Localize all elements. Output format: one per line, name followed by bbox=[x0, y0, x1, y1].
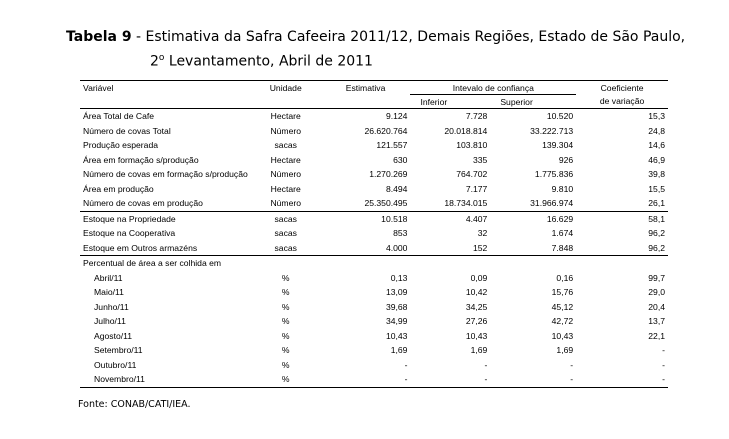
cell-estimativa: 10,43 bbox=[385, 330, 408, 341]
cell-inferior: 4.407 bbox=[410, 211, 490, 226]
cell-coeficiente: - bbox=[576, 372, 668, 387]
table-row bbox=[80, 109, 668, 124]
title-line-1: - Estimativa da Safra Cafeeira 2011/12, Demais Regiões, Estado de São Paulo, bbox=[131, 29, 686, 45]
table-row bbox=[80, 153, 668, 168]
cell-estimativa: 25.350.495 bbox=[364, 198, 408, 209]
cell-estimativa: 10.518 bbox=[321, 211, 411, 226]
cell-unidade: Número bbox=[270, 169, 302, 180]
cell-unidade: % bbox=[281, 287, 290, 298]
cell-unidade: % bbox=[281, 316, 290, 327]
cell-variavel: Número de covas Total bbox=[83, 125, 171, 136]
cell-superior: 31.966.974 bbox=[530, 198, 574, 209]
col-header-inferior: Inferior bbox=[410, 95, 490, 109]
table-row bbox=[80, 211, 668, 226]
col-header-superior: Superior bbox=[490, 95, 576, 109]
cell-unidade: sacas bbox=[274, 140, 297, 151]
table-row bbox=[80, 343, 668, 358]
ordinal-marker: o bbox=[158, 53, 165, 63]
cell-estimativa: 13,09 bbox=[385, 287, 408, 298]
data-table bbox=[80, 80, 668, 388]
cell-superior: 45,12 bbox=[551, 301, 574, 312]
header-row-1 bbox=[80, 81, 668, 95]
cell-superior: 1.775.836 bbox=[534, 169, 574, 180]
cell-superior bbox=[490, 256, 576, 271]
cell-variavel: Produção esperada bbox=[83, 140, 159, 151]
cell-superior: 9.810 bbox=[551, 183, 574, 194]
cell-variavel: Estoque em Outros armazéns bbox=[83, 242, 198, 253]
cell-estimativa: 8.494 bbox=[385, 183, 408, 194]
cell-superior: 10.520 bbox=[546, 111, 574, 122]
cell-unidade: Número bbox=[270, 125, 302, 136]
cell-variavel: Estoque na Cooperativa bbox=[83, 228, 176, 239]
cell-inferior: 7.177 bbox=[465, 183, 488, 194]
cell-inferior: - bbox=[484, 359, 488, 370]
cell-inferior: 27,26 bbox=[465, 316, 488, 327]
cell-superior: 0,16 bbox=[556, 272, 574, 283]
cell-inferior: 335 bbox=[472, 154, 488, 165]
table-row bbox=[80, 226, 668, 241]
title-line-2 bbox=[66, 48, 685, 73]
cell-unidade: Hectare bbox=[270, 183, 301, 194]
table-row bbox=[80, 372, 668, 387]
cell-coeficiente: 15,3 bbox=[648, 111, 665, 122]
table-row bbox=[80, 256, 668, 271]
cell-superior: 926 bbox=[558, 154, 574, 165]
cell-superior: 16.629 bbox=[490, 211, 576, 226]
cell-inferior: 1,69 bbox=[470, 345, 488, 356]
cell-variavel: Agosto/11 bbox=[94, 330, 133, 341]
col-header-intervalo: Intevalo de confiança bbox=[410, 81, 576, 95]
col-header-variavel: Variável bbox=[80, 81, 251, 95]
cell-variavel: Junho/11 bbox=[94, 301, 129, 312]
cell-estimativa bbox=[321, 256, 411, 271]
col-header-estimativa: Estimativa bbox=[321, 81, 411, 95]
cell-estimativa: 853 bbox=[393, 228, 408, 239]
cell-inferior: 32 bbox=[477, 228, 488, 239]
cell-variavel: Setembro/11 bbox=[94, 345, 143, 356]
cell-unidade: % bbox=[281, 301, 290, 312]
cell-coeficiente: 99,7 bbox=[648, 272, 665, 283]
cell-variavel: Abril/11 bbox=[94, 272, 123, 283]
cell-estimativa: - bbox=[321, 372, 411, 387]
cell-unidade: sacas bbox=[274, 228, 297, 239]
cell-estimativa: 121.557 bbox=[376, 140, 408, 151]
cell-variavel: Maio/11 bbox=[94, 287, 124, 298]
cell-unidade: % bbox=[281, 330, 290, 341]
cell-coeficiente: 13,7 bbox=[648, 316, 665, 327]
table-row bbox=[80, 271, 668, 286]
cell-unidade: % bbox=[281, 272, 290, 283]
table-row bbox=[80, 167, 668, 182]
cell-variavel: Julho/11 bbox=[94, 316, 126, 327]
cell-unidade: Hectare bbox=[270, 111, 301, 122]
cell-inferior: - bbox=[410, 372, 490, 387]
col-header-coef-2: de variação bbox=[576, 95, 668, 109]
cell-coeficiente: 26,1 bbox=[648, 198, 665, 209]
cell-superior: 33.222.713 bbox=[530, 125, 574, 136]
cell-unidade: sacas bbox=[251, 211, 321, 226]
cell-coeficiente: 58,1 bbox=[576, 211, 668, 226]
cell-estimativa: 34,99 bbox=[385, 316, 408, 327]
cell-superior: 1.674 bbox=[551, 228, 574, 239]
header-row-2 bbox=[80, 95, 668, 109]
cell-inferior: 0,09 bbox=[470, 272, 488, 283]
table-row bbox=[80, 138, 668, 153]
col-header-coef-1: Coeficiente bbox=[576, 81, 668, 95]
cell-unidade: % bbox=[281, 359, 290, 370]
cell-variavel: Estoque na Propriedade bbox=[80, 211, 251, 226]
cell-variavel: Percentual de área a ser colhida em bbox=[80, 256, 251, 271]
cell-superior: 139.304 bbox=[542, 140, 574, 151]
table-row bbox=[80, 300, 668, 315]
cell-coeficiente: 96,2 bbox=[648, 228, 665, 239]
cell-estimativa: 4.000 bbox=[385, 242, 408, 253]
cell-inferior: 34,25 bbox=[465, 301, 488, 312]
title-line-2-text: Levantamento, Abril de 2011 bbox=[164, 53, 373, 70]
cell-unidade: % bbox=[251, 372, 321, 387]
cell-coeficiente: 22,1 bbox=[648, 330, 665, 341]
table-row bbox=[80, 358, 668, 373]
cell-superior: - bbox=[570, 359, 574, 370]
cell-coeficiente: 15,5 bbox=[648, 183, 665, 194]
col-header-unidade: Unidade bbox=[251, 81, 321, 95]
cell-estimativa: 26.620.764 bbox=[364, 125, 408, 136]
survey-number: 2 bbox=[150, 53, 159, 70]
cell-coeficiente bbox=[576, 256, 668, 271]
cell-estimativa: 9.124 bbox=[385, 111, 408, 122]
cell-coeficiente: - bbox=[662, 359, 665, 370]
cell-coeficiente: 39,8 bbox=[648, 169, 665, 180]
table-row bbox=[80, 285, 668, 300]
source-note: Fonte: CONAB/CATI/IEA. bbox=[78, 399, 191, 410]
table-row bbox=[80, 329, 668, 344]
cell-variavel: Área em formação s/produção bbox=[83, 154, 199, 165]
table-row bbox=[80, 196, 668, 211]
cell-variavel: Número de covas em produção bbox=[83, 198, 203, 209]
cell-variavel: Área em produção bbox=[83, 183, 154, 194]
cell-inferior: 20.018.814 bbox=[444, 125, 488, 136]
cell-coeficiente: 96,2 bbox=[648, 242, 665, 253]
cell-inferior: 764.702 bbox=[456, 169, 488, 180]
cell-coeficiente: 29,0 bbox=[648, 287, 665, 298]
cell-superior: 10,43 bbox=[551, 330, 574, 341]
cell-variavel: Número de covas em formação s/produção bbox=[83, 169, 248, 180]
cell-superior: - bbox=[490, 372, 576, 387]
cell-inferior: 18.734.015 bbox=[444, 198, 488, 209]
cell-inferior: 10,42 bbox=[465, 287, 488, 298]
cell-inferior: 7.728 bbox=[465, 111, 488, 122]
cell-unidade: Hectare bbox=[270, 154, 301, 165]
cell-estimativa: 1.270.269 bbox=[369, 169, 408, 180]
cell-unidade: % bbox=[281, 345, 290, 356]
cell-unidade: Número bbox=[270, 198, 302, 209]
cell-coeficiente: 20,4 bbox=[648, 301, 665, 312]
cell-superior: 7.848 bbox=[551, 242, 574, 253]
table-row bbox=[80, 314, 668, 329]
cell-estimativa: 630 bbox=[393, 154, 408, 165]
cell-inferior bbox=[410, 256, 490, 271]
cell-unidade: sacas bbox=[274, 242, 297, 253]
cell-variavel: Outubro/11 bbox=[94, 359, 137, 370]
cell-superior: 15,76 bbox=[551, 287, 574, 298]
cell-inferior: 152 bbox=[472, 242, 488, 253]
cell-estimativa: 0,13 bbox=[390, 272, 408, 283]
table-title bbox=[66, 27, 685, 73]
cell-coeficiente: - bbox=[662, 345, 665, 356]
cell-estimativa: 1,69 bbox=[390, 345, 408, 356]
table-number: Tabela 9 bbox=[66, 29, 132, 45]
cell-variavel: Área Total de Cafe bbox=[83, 111, 155, 122]
table-row bbox=[80, 182, 668, 197]
cell-superior: 1,69 bbox=[556, 345, 574, 356]
cell-coeficiente: 24,8 bbox=[648, 125, 665, 136]
table-row bbox=[80, 241, 668, 256]
cell-coeficiente: 46,9 bbox=[648, 154, 665, 165]
cell-estimativa: 39,68 bbox=[385, 301, 408, 312]
cell-inferior: 103.810 bbox=[456, 140, 488, 151]
table-row bbox=[80, 124, 668, 139]
cell-unidade bbox=[251, 256, 321, 271]
cell-inferior: 10,43 bbox=[465, 330, 488, 341]
cell-variavel: Novembro/11 bbox=[80, 372, 251, 387]
cell-superior: 42,72 bbox=[551, 316, 574, 327]
cell-estimativa: - bbox=[404, 359, 408, 370]
cell-coeficiente: 14,6 bbox=[648, 140, 665, 151]
